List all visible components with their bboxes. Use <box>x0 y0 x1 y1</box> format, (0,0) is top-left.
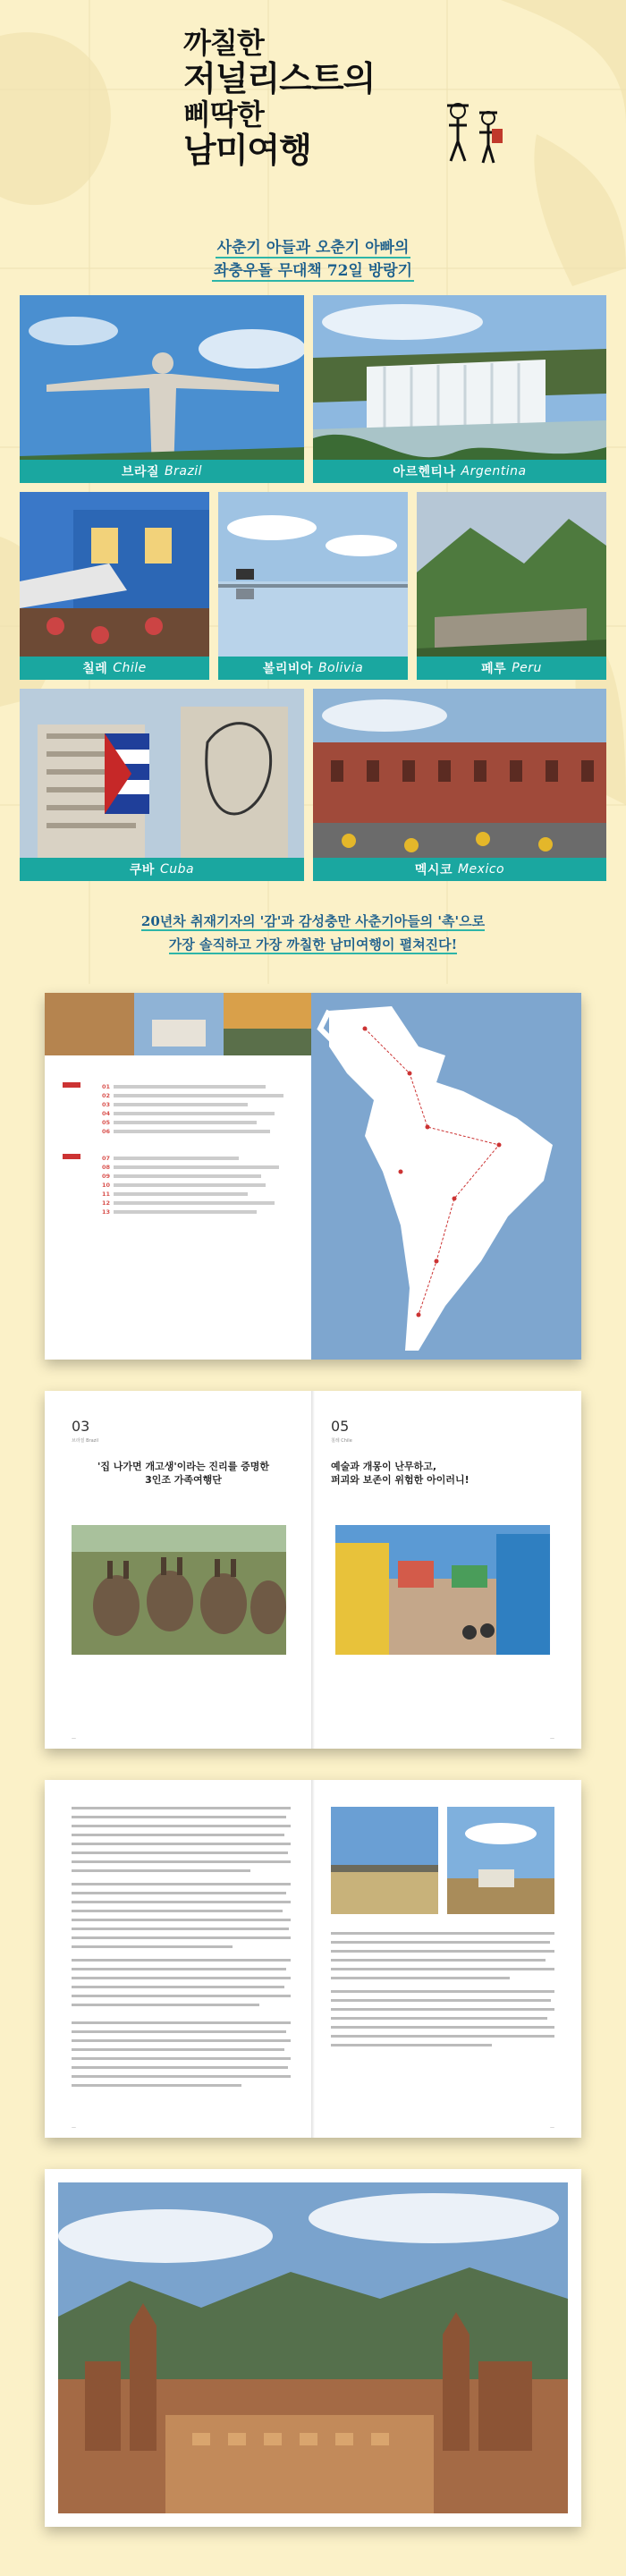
caption-en: Argentina <box>461 464 527 479</box>
toc-list: 01 02 03 04 05 06 07 08 09 10 11 12 13 <box>63 1082 295 1216</box>
toc-photo-strip <box>45 993 311 1055</box>
caption-mexico <box>313 858 606 881</box>
tagline-line-2: 가장 솔직하고 가장 까칠한 남미여행이 펼쳐진다! <box>168 936 458 953</box>
photo-chile <box>20 492 209 680</box>
title-line-1: 까칠한 <box>183 26 264 60</box>
traveler-illustration <box>438 98 510 170</box>
caption-en: Brazil <box>165 464 203 479</box>
photo-bolivia <box>218 492 408 680</box>
donkeys-photo <box>72 1525 286 1655</box>
spread-gutter <box>311 1780 315 2138</box>
title-line-4: 남미여행 <box>183 131 311 170</box>
photo-cuba <box>20 689 304 881</box>
caption-en: Chile <box>113 661 147 675</box>
colorful-street-photo <box>335 1525 550 1655</box>
footer-left: — <box>72 2125 76 2131</box>
footer-right: — <box>550 1736 554 1741</box>
photo-mexico <box>313 689 606 881</box>
cusco-panorama-photo <box>58 2182 568 2513</box>
body-text-right <box>331 1932 554 2070</box>
footer-right: — <box>550 2125 554 2131</box>
chapter-title-2: 3인조 가족여행단 <box>145 1474 222 1486</box>
book-spread-chapters <box>45 1391 581 1749</box>
title-line-2: 저널리스트의 <box>183 59 376 98</box>
caption-en: Cuba <box>159 862 195 877</box>
chapter-title-1: 예술과 개몽이 난무하고, <box>331 1461 437 1472</box>
south-america-map <box>311 993 581 1360</box>
photo-peru <box>417 492 606 680</box>
caption-peru <box>417 657 606 680</box>
book-spread-photo <box>45 2169 581 2527</box>
caption-en: Mexico <box>457 862 505 877</box>
book-spread-text <box>45 1780 581 2138</box>
caption-ko: 쿠바 <box>129 863 155 877</box>
chapter-number: 03 <box>72 1418 90 1435</box>
caption-ko: 볼리비아 <box>262 662 313 676</box>
caption-bolivia <box>218 657 408 680</box>
chapter-country: 칠레 Chile <box>331 1438 352 1444</box>
caption-brazil <box>20 460 304 483</box>
caption-en: Peru <box>512 661 542 675</box>
subtitle-line-1: 사춘기 아들과 오춘기 아빠의 <box>216 239 410 257</box>
body-text-left <box>72 1807 291 2106</box>
caption-ko: 페루 <box>481 662 507 676</box>
chapter-05 <box>331 1418 554 1487</box>
spread-gutter <box>311 1391 315 1749</box>
chapter-title-1: '집 나가면 개고생'이라는 진리를 증명한 <box>97 1461 270 1472</box>
chapter-number: 05 <box>331 1418 350 1435</box>
photo-brazil <box>20 295 304 483</box>
chapter-03 <box>72 1418 295 1487</box>
subtitle-line-2: 좌충우돌 무대책 72일 방랑기 <box>213 262 413 280</box>
book-spread-toc <box>45 993 581 1360</box>
chapter-title-2: 퍼괴와 보존이 위험한 아이러니! <box>331 1474 470 1486</box>
photo-argentina <box>313 295 606 483</box>
caption-chile <box>20 657 209 680</box>
road-trip-photos <box>331 1807 554 1914</box>
tagline-line-1: 20년차 취재기자의 '감'과 감성충만 사춘기아들의 '촉'으로 <box>140 913 486 929</box>
caption-cuba <box>20 858 304 881</box>
caption-ko: 아르헨티나 <box>393 465 456 479</box>
caption-ko: 칠레 <box>82 662 108 676</box>
caption-ko: 브라질 <box>121 465 159 479</box>
chapter-country: 브라질 Brazil <box>72 1438 99 1444</box>
title-line-3: 삐딱한 <box>183 97 264 131</box>
caption-en: Bolivia <box>317 661 364 675</box>
caption-ko: 멕시코 <box>414 863 453 877</box>
footer-left: — <box>72 1736 76 1741</box>
book-title <box>183 27 452 170</box>
caption-argentina <box>313 460 606 483</box>
